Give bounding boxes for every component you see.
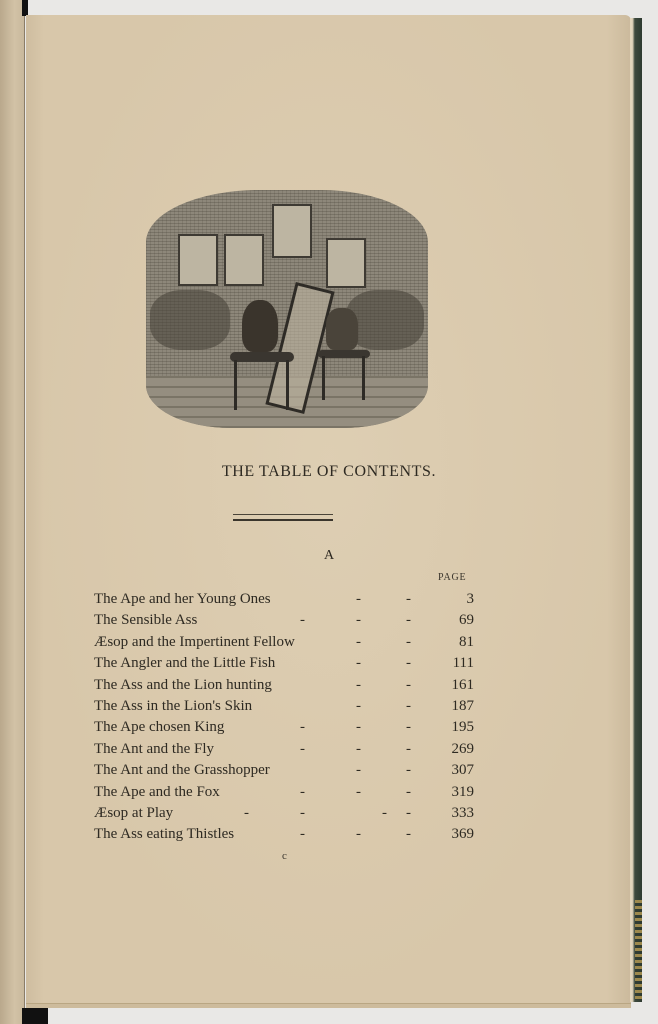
toc-entry bbox=[94, 803, 474, 824]
leader-dash: - bbox=[300, 783, 305, 800]
leader-dash: - bbox=[406, 762, 411, 779]
leader-dash: - bbox=[300, 740, 305, 757]
toc-entry bbox=[94, 782, 474, 803]
leader-dash: - bbox=[406, 655, 411, 672]
toc-entry-title: The Ass in the Lion's Skin bbox=[94, 697, 253, 714]
leader-dash: - bbox=[356, 826, 361, 843]
toc-entry bbox=[94, 589, 474, 610]
leader-dash: - bbox=[300, 612, 305, 629]
chair bbox=[230, 352, 294, 362]
dog-crowd-left bbox=[150, 290, 230, 350]
leader-dash: - bbox=[406, 783, 411, 800]
toc-entry-title: The Ape chosen King bbox=[94, 719, 225, 736]
toc-entry bbox=[94, 739, 474, 760]
toc-entry-page: 111 bbox=[452, 655, 474, 672]
leader-dash: - bbox=[406, 804, 411, 821]
section-letter: A bbox=[323, 548, 335, 563]
toc-entry-title: Æsop at Play bbox=[94, 804, 174, 821]
leader-dash: - bbox=[406, 591, 411, 607]
dog-sitter bbox=[326, 308, 358, 350]
background-corner bbox=[22, 0, 28, 16]
toc-entry-title: The Ass eating Thistles bbox=[94, 826, 235, 843]
title-rule bbox=[233, 514, 333, 521]
toc-entry bbox=[94, 717, 474, 738]
leader-dash: - bbox=[382, 804, 387, 821]
wall-picture bbox=[326, 238, 366, 288]
leader-dash: - bbox=[356, 783, 361, 800]
toc-entry bbox=[94, 675, 474, 696]
leader-dash: - bbox=[356, 591, 361, 607]
toc-entry-title: The Angler and the Little Fish bbox=[94, 655, 276, 672]
chair-leg bbox=[286, 360, 289, 410]
background-corner bbox=[22, 1008, 48, 1024]
toc-entry bbox=[94, 653, 474, 674]
leader-dash: - bbox=[356, 633, 361, 650]
toc-entry-title: The Ape and her Young Ones bbox=[94, 591, 271, 607]
toc-entry-page: 81 bbox=[459, 633, 474, 650]
toc-entry bbox=[94, 632, 474, 653]
wall-picture bbox=[224, 234, 264, 286]
toc-entry bbox=[94, 696, 474, 717]
toc-entry-page: 161 bbox=[451, 676, 474, 693]
leader-dash: - bbox=[356, 697, 361, 714]
wall-picture bbox=[178, 234, 218, 286]
facing-page-edge bbox=[0, 0, 25, 1024]
ape-painter bbox=[242, 300, 278, 352]
stool-leg bbox=[362, 356, 365, 400]
toc-entry-title: The Ant and the Fly bbox=[94, 740, 214, 757]
toc-entry-page: 333 bbox=[451, 804, 474, 821]
toc-entry-page: 3 bbox=[466, 591, 474, 607]
leader-dash: - bbox=[356, 676, 361, 693]
toc-entry-page: 369 bbox=[451, 826, 474, 843]
leader-dash: - bbox=[356, 612, 361, 629]
toc-entry-page: 187 bbox=[451, 697, 474, 714]
toc-entry-title: The Sensible Ass bbox=[94, 612, 198, 629]
leader-dash: - bbox=[356, 719, 361, 736]
wall-picture bbox=[272, 204, 312, 258]
leader-dash: - bbox=[300, 804, 305, 821]
stool-leg bbox=[322, 356, 325, 400]
toc-entry-title: The Ass and the Lion hunting bbox=[94, 676, 272, 693]
toc-entry bbox=[94, 760, 474, 781]
leader-dash: - bbox=[406, 676, 411, 693]
leader-dash: - bbox=[406, 740, 411, 757]
leader-dash: - bbox=[406, 697, 411, 714]
leader-dash: - bbox=[406, 612, 411, 629]
spine-gilt-lettering bbox=[635, 900, 642, 1000]
book-spine-edge bbox=[630, 18, 642, 1002]
page-title: THE TABLE OF CONTENTS. bbox=[221, 463, 437, 480]
leader-dash: - bbox=[406, 826, 411, 843]
frontispiece-illustration bbox=[146, 190, 428, 428]
signature-mark: c bbox=[282, 850, 287, 862]
leader-dash: - bbox=[356, 655, 361, 672]
leader-dash: - bbox=[406, 633, 411, 650]
book-page bbox=[26, 15, 631, 1008]
leader-dash: - bbox=[356, 740, 361, 757]
leader-dash: - bbox=[300, 719, 305, 736]
toc-entry bbox=[94, 824, 474, 845]
toc-entry-title: Æsop and the Impertinent Fellow bbox=[94, 633, 295, 650]
toc-entry-title: The Ape and the Fox bbox=[94, 783, 220, 800]
leader-dash: - bbox=[244, 804, 249, 821]
toc-entry bbox=[94, 610, 474, 631]
toc-entry-page: 269 bbox=[451, 740, 474, 757]
toc-entry-page: 69 bbox=[459, 612, 474, 629]
leader-dash: - bbox=[356, 762, 361, 779]
toc-entry-page: 195 bbox=[451, 719, 474, 736]
chair-leg bbox=[234, 360, 237, 410]
leader-dash: - bbox=[406, 719, 411, 736]
leader-dash: - bbox=[300, 826, 305, 843]
toc-entry-page: 319 bbox=[451, 783, 474, 800]
toc-list bbox=[94, 589, 474, 846]
toc-entry-title: The Ant and the Grasshopper bbox=[94, 762, 270, 779]
page-column-header: PAGE bbox=[438, 572, 467, 583]
toc-entry-page: 307 bbox=[451, 762, 474, 779]
